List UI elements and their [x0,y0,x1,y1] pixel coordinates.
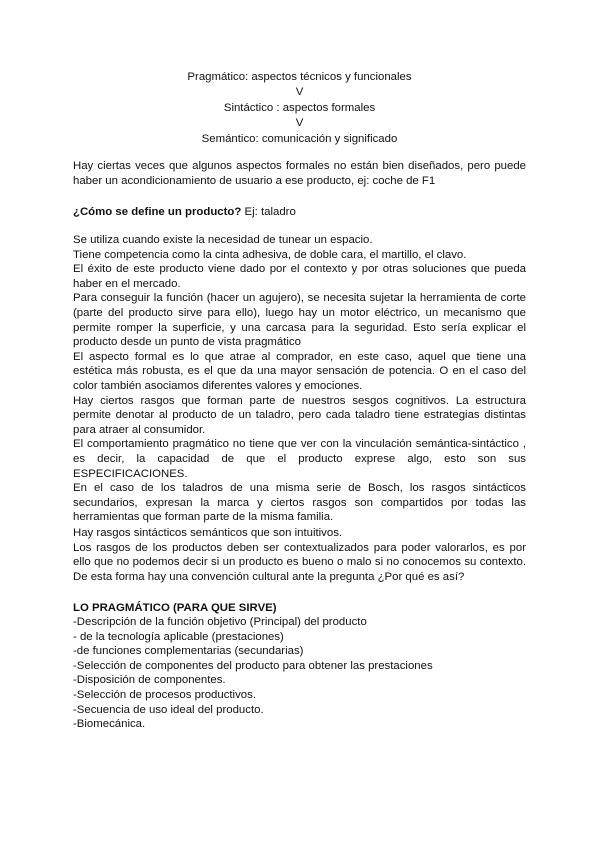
list-item: -Biomecánica. [73,718,146,731]
intro-paragraph [73,159,526,188]
header-line-sintactico: Sintáctico : aspectos formales [223,101,376,114]
list-item: -Secuencia de uso ideal del producto. [73,703,264,716]
list-item: -Selección de componentes del producto para obtener las prestaciones [73,659,433,672]
body-paragraphs [73,233,526,525]
question-line [73,205,526,220]
question-example: Ej: taladro [241,206,296,218]
body-paragraphs-2 [73,526,526,584]
list-item: -Selección de procesos productivos. [73,688,256,701]
intro-text: Hay ciertas veces que algunos aspectos formales no están bien diseñados, pero puede haber un acondicionamiento de usuario a ese producto, ej: coche de F1 [73,160,526,187]
paragraph: El comportamiento pragmático no tiene que ver con la vinculación semántica-sintáctico , es decir, la capacidad de que el producto exprese algo, esto son sus ESPECIFICACIONES. [73,438,526,480]
pragmatic-list [73,615,526,732]
list-item: -Disposición de componentes. [73,674,226,687]
section-heading: LO PRAGMÁTICO (PARA QUE SIRVE) [73,602,277,614]
header-block [73,70,526,147]
paragraph: Tiene competencia como la cinta adhesiva, de doble cara, el martillo, el clavo. [73,248,467,261]
paragraph: Se utiliza cuando existe la necesidad de tunear un espacio. [73,234,373,246]
list-item: -de funciones complementarias (secundarias) [73,645,304,658]
paragraph: El aspecto formal es lo que atrae al comprador, en este caso, aquel que tiene una estética más robusta, es el que da una mayor sensación de potencia. O en el caso del color también asociamos diferentes valores y emociones. [73,350,526,392]
paragraph: En el caso de los taladros de una misma serie de Bosch, los rasgos sintácticos secundarios, expresan la marca y ciertos rasgos son compartidos por todas las herramientas que forman parte de la misma familia. [73,482,526,524]
list-item: -Descripción de la función objetivo (Principal) del producto [73,616,367,628]
header-line-pragmatico: Pragmático: aspectos técnicos y funcionales [187,71,412,83]
header-arrow-1: V [295,86,304,99]
list-item: - de la tecnología aplicable (prestaciones) [73,630,284,643]
paragraph: El éxito de este producto viene dado por el contexto y por otras soluciones que pueda haber en el mercado. [73,263,526,290]
paragraph: Para conseguir la función (hacer un agujero), se necesita sujetar la herramienta de corte (parte del producto sirve para ello), luego hay un motor eléctrico, un mecanismo que permite romper la superficie, y una carcasa para la seguridad. Esto sería explicar el producto desde un punto de vista pragmático [73,292,526,349]
header-line-semantico: Semántico: comunicación y significado [201,132,398,145]
header-arrow-2: V [295,117,304,130]
paragraph: Hay ciertos rasgos que forman parte de nuestros sesgos cognitivos. La estructura permite denotar al producto de un taladro, pero cada taladro tiene estrategias distintas para atraer al consumidor. [73,394,526,436]
paragraph: Los rasgos de los productos deben ser contextualizados para poder valorarlos, es por ello que no podemos decir si un producto es bueno o malo si no conocemos su contexto. De esta forma hay una convención cultural ante la pregunta ¿Por qué es así? [73,541,526,583]
question-bold: ¿Cómo se define un producto? [73,206,242,218]
paragraph: Hay rasgos sintácticos semánticos que son intuitivos. [73,527,343,539]
